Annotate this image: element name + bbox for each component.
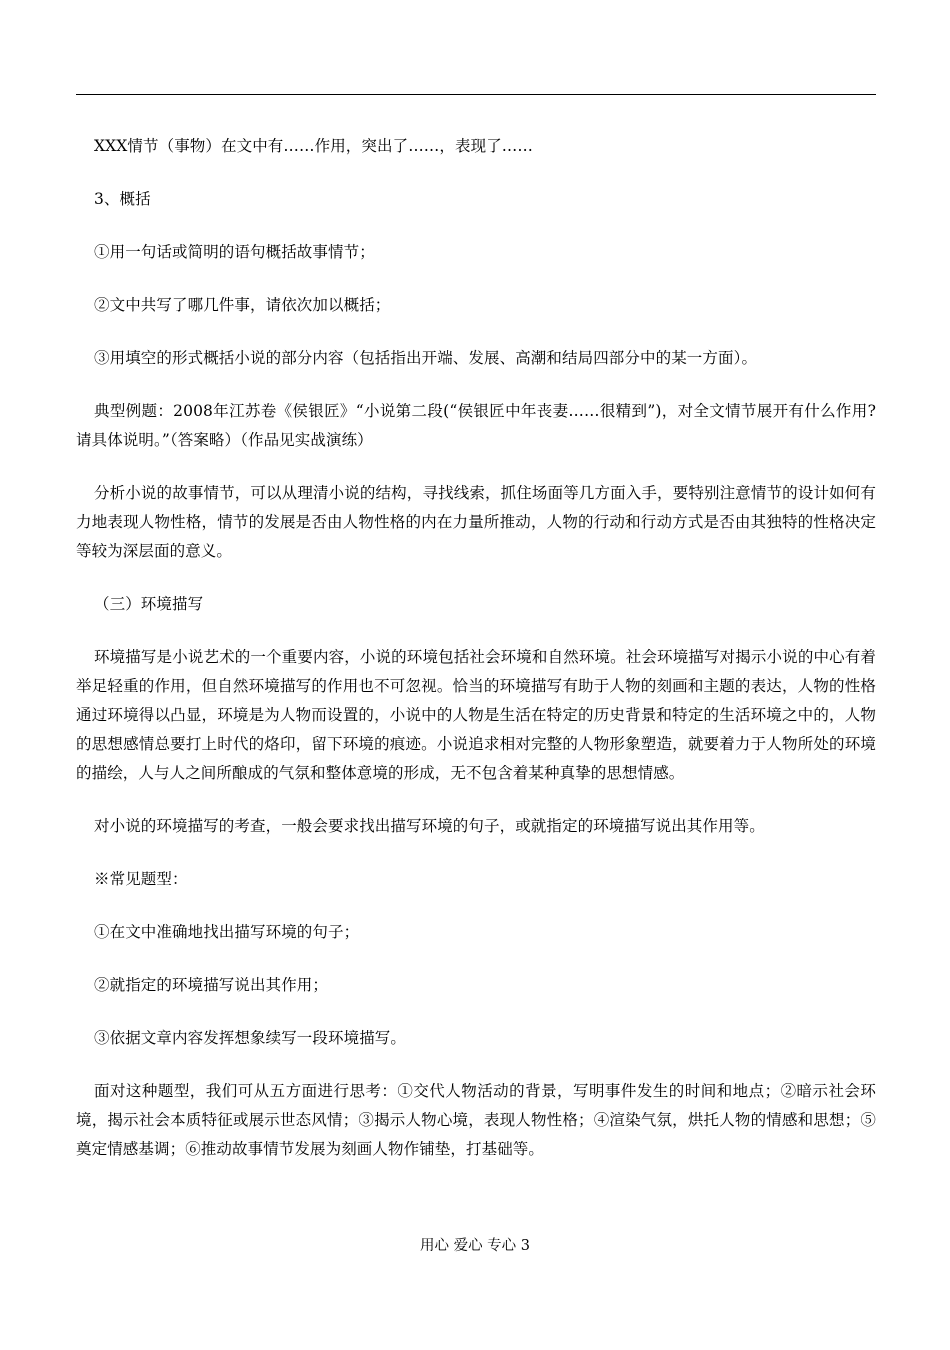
summary-item-3: ③用填空的形式概括小说的部分内容（包括指出开端、发展、高潮和结局四部分中的某一方面）。 xyxy=(94,349,758,367)
question-type-3: ③依据文章内容发挥想象续写一段环境描写。 xyxy=(94,1029,407,1047)
question-type-1: ①在文中准确地找出描写环境的句子； xyxy=(94,923,360,941)
header-rule xyxy=(76,94,876,95)
summary-item-2: ②文中共写了哪几件事，请依次加以概括； xyxy=(94,296,391,314)
summary-item-1: ①用一句话或简明的语句概括故事情节； xyxy=(94,243,375,261)
environment-description-paragraph: 环境描写是小说艺术的一个重要内容，小说的环境包括社会环境和自然环境。社会环境描写对揭示小说的中心有着举足轻重的作用，但自然环境描写的作用也不可忽视。恰当的环境描写有助于人物的刻画和主题的表达，人物的性格通过环境得以凸显，环境是为人物而设置的，小说中的人物是生活在特定的历史背景和特定的生活环境之中的，人物的思想感情总要打上时代的烙印，留下环境的痕迹。小说追求相对完整的人物形象塑造，就要着力于人物所处的环境的描绘，人与人之间所酿成的气氛和整体意境的形成，无不包含着某种真挚的思想情感。 xyxy=(76,648,876,782)
example-question: 典型例题：2008年江苏卷《侯银匠》“小说第二段(“侯银匠中年丧妻……很精到”)，对全文情节展开有什么作用?请具体说明。”（答案略）（作品见实战演练） xyxy=(76,402,876,449)
paragraph-function-template: XXX情节（事物）在文中有……作用，突出了……，表现了…… xyxy=(94,137,534,155)
plot-analysis-paragraph: 分析小说的故事情节，可以从理清小说的结构，寻找线索，抓住场面等几方面入手，要特别注意情节的设计如何有力地表现人物性格，情节的发展是否由人物性格的内在力量所推动，人物的行动和行动方式是否由其独特的性格决定等较为深层面的意义。 xyxy=(76,484,876,560)
five-aspects-paragraph: 面对这种题型，我们可从五方面进行思考：①交代人物活动的背景，写明事件发生的时间和地点；②暗示社会环境，揭示社会本质特征或展示世态风情；③揭示人物心境，表现人物性格；④渲染气氛，烘托人物的情感和思想；⑤奠定情感基调；⑥推动故事情节发展为刻画人物作铺垫，打基础等。 xyxy=(76,1082,876,1158)
common-question-types-heading: ※常见题型： xyxy=(94,870,188,888)
section-summary-heading: 3、概括 xyxy=(94,190,151,208)
document-body xyxy=(76,132,876,1188)
page-footer: 用心 爱心 专心 3 xyxy=(419,1238,531,1254)
question-type-2: ②就指定的环境描写说出其作用； xyxy=(94,976,329,994)
environment-exam-paragraph: 对小说的环境描写的考查，一般会要求找出描写环境的句子，或就指定的环境描写说出其作用等。 xyxy=(94,817,765,835)
section-environment-heading: （三）环境描写 xyxy=(94,595,204,613)
